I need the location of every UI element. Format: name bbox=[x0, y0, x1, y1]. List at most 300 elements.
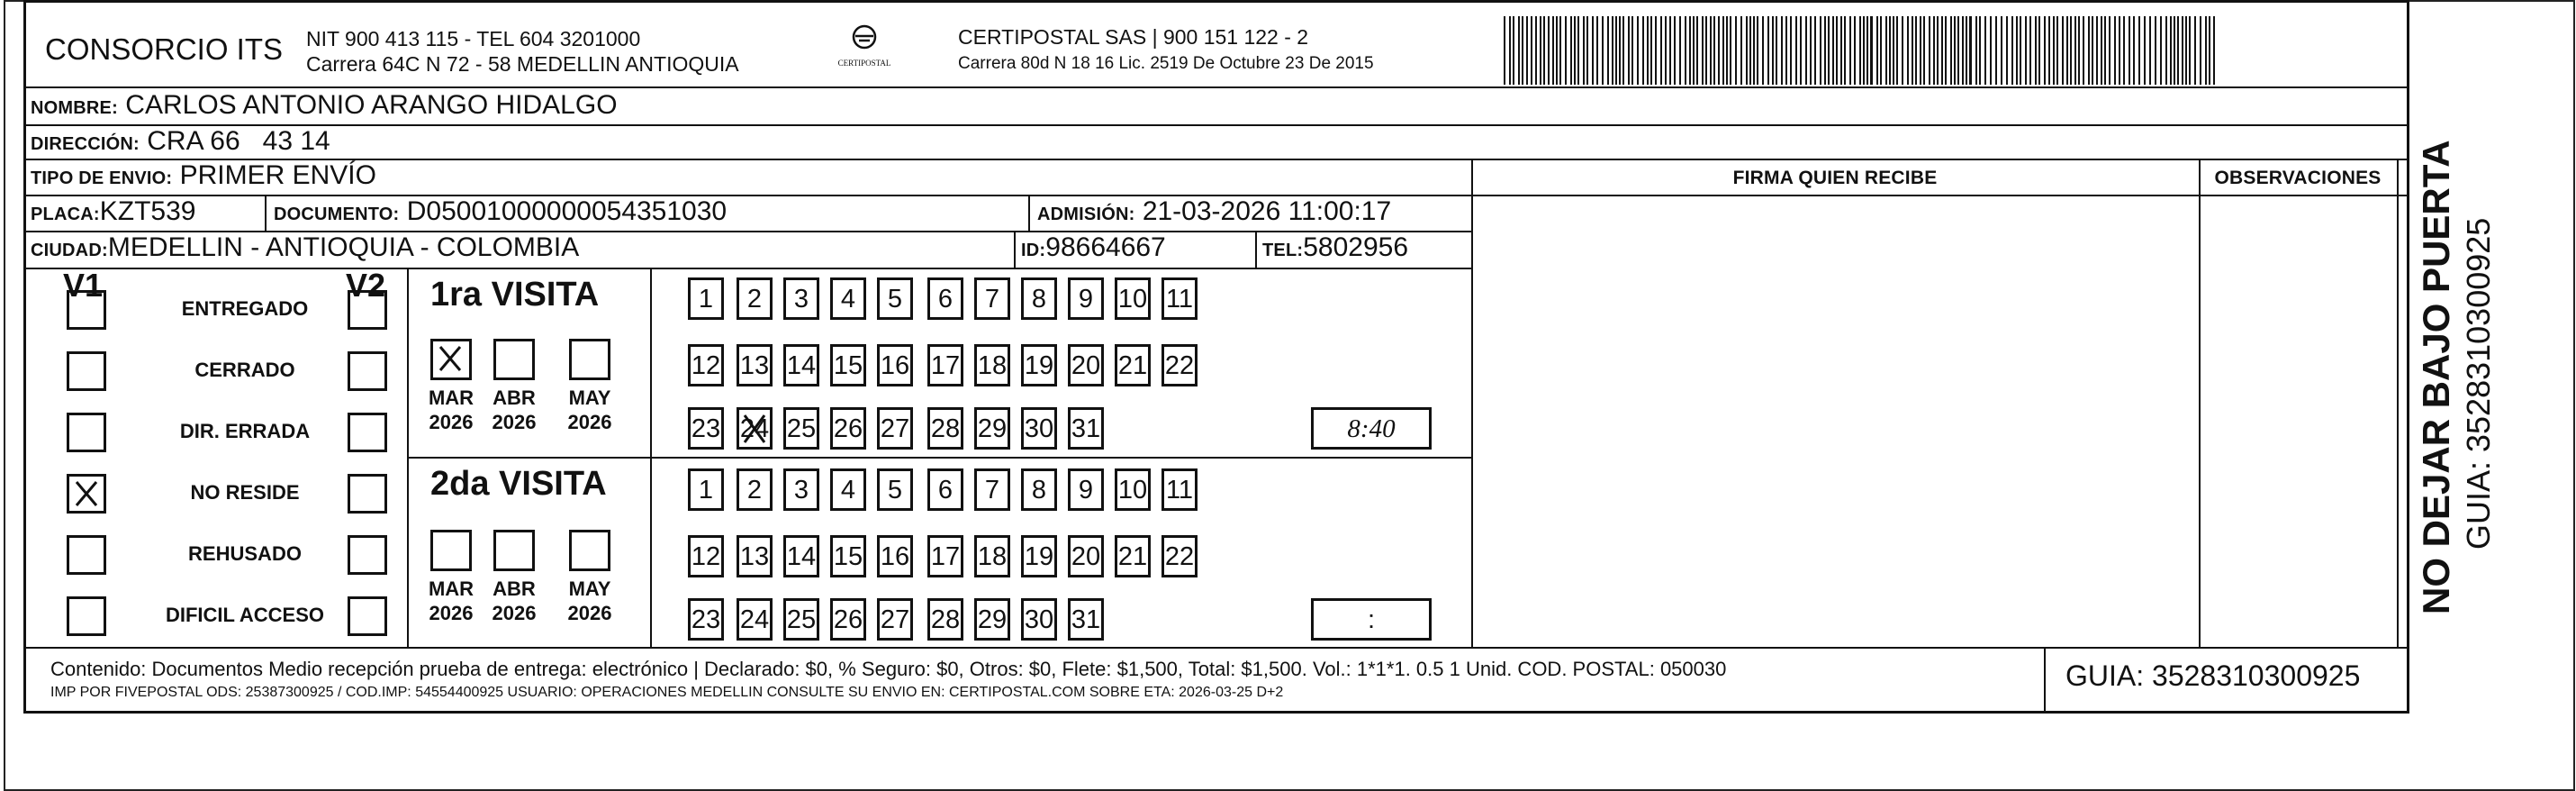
day-box[interactable]: 28 bbox=[927, 598, 963, 641]
day-box[interactable]: 13 bbox=[737, 535, 773, 577]
barcode-bar bbox=[1509, 16, 1511, 85]
month-checkbox[interactable] bbox=[493, 339, 535, 380]
day-box[interactable]: 17 bbox=[927, 535, 963, 577]
rule bbox=[2044, 647, 2046, 714]
month-checkbox[interactable] bbox=[430, 530, 472, 571]
month-year: 2026 bbox=[492, 602, 537, 624]
barcode-bar bbox=[1880, 16, 1882, 85]
day-box[interactable]: 3 bbox=[783, 277, 819, 320]
day-box[interactable]: 14 bbox=[783, 344, 819, 386]
barcode-bar bbox=[1776, 16, 1777, 85]
barcode-bar bbox=[1876, 16, 1878, 85]
v1-checkbox[interactable] bbox=[67, 474, 106, 514]
month-name: ABR bbox=[493, 577, 536, 600]
barcode-bar bbox=[2129, 16, 2130, 85]
rule bbox=[1014, 231, 1016, 268]
barcode-bar bbox=[2044, 16, 2046, 85]
ciudad-row bbox=[31, 232, 579, 263]
month-checkbox[interactable] bbox=[569, 530, 610, 571]
barcode-bar bbox=[2062, 16, 2064, 85]
day-box[interactable]: 23 bbox=[688, 598, 724, 641]
placa-row bbox=[31, 196, 195, 227]
day-box[interactable]: 15 bbox=[830, 344, 866, 386]
barcode-bar bbox=[1655, 16, 1657, 85]
barcode-bar bbox=[2144, 16, 2146, 85]
barcode-bar bbox=[1619, 16, 1621, 85]
day-box[interactable]: 17 bbox=[927, 344, 963, 386]
tel-row bbox=[1262, 232, 1408, 263]
month-label bbox=[562, 577, 618, 625]
admision-row bbox=[1037, 196, 1391, 227]
logo-text: CERTIPOSTAL bbox=[837, 59, 891, 68]
day-box[interactable]: 2 bbox=[737, 277, 773, 320]
barcode-bar bbox=[1840, 16, 1842, 85]
barcode-bar bbox=[1966, 16, 1967, 85]
barcode-bar bbox=[1513, 16, 1514, 85]
day-box[interactable]: 29 bbox=[974, 407, 1010, 450]
barcode-bar bbox=[1726, 16, 1728, 85]
day-box[interactable]: 30 bbox=[1021, 407, 1057, 450]
barcode-bar bbox=[1781, 16, 1783, 85]
day-box[interactable]: 14 bbox=[783, 535, 819, 577]
barcode-bar bbox=[1674, 16, 1676, 85]
barcode-bar bbox=[1740, 16, 1742, 85]
day-box[interactable]: 19 bbox=[1021, 344, 1057, 386]
rule bbox=[1028, 195, 1030, 231]
v1-checkbox[interactable] bbox=[67, 535, 106, 575]
barcode-bar bbox=[1592, 16, 1594, 85]
barcode-bar bbox=[1735, 16, 1737, 85]
barcode-bar bbox=[1713, 16, 1715, 85]
barcode-bar bbox=[2016, 16, 2018, 85]
day-box[interactable]: 22 bbox=[1161, 535, 1198, 577]
rule bbox=[23, 86, 2409, 88]
day-box[interactable]: 11 bbox=[1161, 277, 1198, 320]
day-box[interactable]: 27 bbox=[877, 598, 913, 641]
barcode-bar bbox=[1540, 16, 1541, 85]
carrier-name: CERTIPOSTAL SAS | 900 151 122 - 2 bbox=[958, 25, 1309, 49]
barcode-bar bbox=[1920, 16, 1921, 85]
day-box[interactable]: 26 bbox=[830, 598, 866, 641]
rule bbox=[407, 268, 409, 647]
barcode-bar bbox=[1984, 16, 1986, 85]
barcode-bar bbox=[1863, 16, 1865, 85]
day-box[interactable]: 16 bbox=[877, 535, 913, 577]
v2-checkbox[interactable] bbox=[348, 351, 387, 391]
day-box[interactable]: 31 bbox=[1068, 598, 1104, 641]
barcode-bar bbox=[2109, 16, 2111, 85]
barcode-bar bbox=[2011, 16, 2013, 85]
barcode-bar bbox=[1824, 16, 1826, 85]
barcode-bar bbox=[2001, 16, 2002, 85]
barcode-bar bbox=[1583, 16, 1585, 85]
barcode-bar bbox=[1937, 16, 1939, 85]
v2-checkbox[interactable] bbox=[348, 290, 387, 330]
month-name: MAY bbox=[568, 577, 611, 600]
rule bbox=[23, 268, 1473, 269]
barcode-bar bbox=[1552, 16, 1554, 85]
barcode-bar bbox=[2035, 16, 2037, 85]
barcode-bar bbox=[2078, 16, 2080, 85]
barcode-bar bbox=[1679, 16, 1681, 85]
barcode-bar bbox=[1957, 16, 1959, 85]
tipo-value: PRIMER ENVÍO bbox=[179, 160, 376, 190]
barcode-bar bbox=[1795, 16, 1797, 85]
day-box[interactable]: 5 bbox=[877, 468, 913, 511]
tel-label: TEL: bbox=[1262, 241, 1304, 260]
barcode-bar bbox=[1612, 16, 1613, 85]
day-box[interactable]: 23 bbox=[688, 407, 724, 450]
tel-value: 5802956 bbox=[1303, 232, 1409, 262]
barcode-bar bbox=[1642, 16, 1644, 85]
barcode-bar bbox=[1730, 16, 1731, 85]
barcode-bar bbox=[1767, 16, 1769, 85]
day-box[interactable]: 6 bbox=[927, 277, 963, 320]
status-label: CERRADO bbox=[194, 359, 295, 381]
observaciones-header: OBSERVACIONES bbox=[2214, 168, 2382, 188]
v2-checkbox[interactable] bbox=[348, 413, 387, 452]
barcode-bar bbox=[1785, 16, 1787, 85]
barcode-bar bbox=[1565, 16, 1567, 85]
barcode-bar bbox=[1810, 16, 1812, 85]
id-value: 98664667 bbox=[1045, 232, 1166, 262]
barcode-bar bbox=[2185, 16, 2187, 85]
v2-checkbox[interactable] bbox=[348, 535, 387, 575]
barcode-bar bbox=[1607, 16, 1609, 85]
barcode-bar bbox=[2155, 16, 2156, 85]
day-box[interactable]: 8 bbox=[1021, 277, 1057, 320]
barcode-bar bbox=[1945, 16, 1947, 85]
visit2-title: 2da VISITA bbox=[430, 465, 607, 503]
barcode-bar bbox=[1800, 16, 1802, 85]
barcode-bar bbox=[2101, 16, 2102, 85]
barcode-bar bbox=[1757, 16, 1758, 85]
barcode-bar bbox=[1526, 16, 1528, 85]
side-warning: NO DEJAR BAJO PUERTA bbox=[2415, 140, 2457, 614]
barcode-bar bbox=[1912, 16, 1913, 85]
month-year: 2026 bbox=[567, 411, 612, 433]
day-box[interactable]: 1 bbox=[688, 468, 724, 511]
barcode-bar bbox=[2104, 16, 2106, 85]
barcode-bar bbox=[2160, 16, 2162, 85]
barcode-bar bbox=[1531, 16, 1532, 85]
barcode-bar bbox=[1705, 16, 1707, 85]
day-box[interactable]: 7 bbox=[974, 468, 1010, 511]
day-box[interactable]: 20 bbox=[1068, 344, 1104, 386]
month-checkbox[interactable] bbox=[493, 530, 535, 571]
month-year: 2026 bbox=[429, 411, 474, 433]
barcode-bar bbox=[1522, 16, 1523, 85]
rule bbox=[265, 195, 267, 231]
month-name: MAR bbox=[428, 577, 475, 600]
barcode-bar bbox=[2165, 16, 2167, 85]
company-address: Carrera 64C N 72 - 58 MEDELLIN ANTIOQUIA bbox=[306, 52, 739, 76]
month-checkbox[interactable] bbox=[569, 339, 610, 380]
barcode-bar bbox=[1969, 16, 1972, 85]
id-label: ID: bbox=[1021, 241, 1046, 260]
v1-checkbox[interactable] bbox=[67, 596, 106, 636]
barcode-bar bbox=[1602, 16, 1604, 85]
day-box[interactable]: 9 bbox=[1068, 277, 1104, 320]
placa-value: KZT539 bbox=[99, 196, 196, 226]
barcode-bar bbox=[1518, 16, 1520, 85]
barcode-bar bbox=[2070, 16, 2072, 85]
v2-checkbox[interactable] bbox=[348, 474, 387, 514]
barcode-bar bbox=[1975, 16, 1977, 85]
direccion-value: CRA 66 43 14 bbox=[147, 126, 330, 156]
tipo-label: TIPO DE ENVIO: bbox=[31, 168, 173, 188]
day-box[interactable]: 19 bbox=[1021, 535, 1057, 577]
barcode-bar bbox=[1556, 16, 1558, 85]
barcode-bar bbox=[2056, 16, 2058, 85]
day-box[interactable]: 27 bbox=[877, 407, 913, 450]
barcode-bar bbox=[1885, 16, 1887, 85]
barcode-bar bbox=[2048, 16, 2050, 85]
day-box[interactable]: 7 bbox=[974, 277, 1010, 320]
barcode-bar bbox=[1915, 16, 1917, 85]
month-label bbox=[562, 386, 618, 434]
tipo-row bbox=[31, 160, 376, 191]
id-row bbox=[1021, 232, 1166, 263]
rule bbox=[23, 647, 2409, 649]
day-box[interactable]: 2 bbox=[737, 468, 773, 511]
day-box[interactable]: 26 bbox=[830, 407, 866, 450]
footer-guia: GUIA: 3528310300925 bbox=[2065, 659, 2361, 692]
v2-checkbox[interactable] bbox=[348, 596, 387, 636]
status-label: REHUSADO bbox=[188, 542, 302, 565]
observaciones-area[interactable] bbox=[2201, 196, 2395, 645]
status-label: DIFICIL ACCESO bbox=[165, 604, 324, 626]
day-box[interactable]: 6 bbox=[927, 468, 963, 511]
barcode-bar bbox=[1586, 16, 1588, 85]
barcode-bar bbox=[1844, 16, 1846, 85]
barcode-bar bbox=[2209, 16, 2210, 85]
barcode-bar bbox=[1772, 16, 1774, 85]
barcode-bar bbox=[1790, 16, 1792, 85]
documento-label: DOCUMENTO: bbox=[274, 205, 400, 224]
day-box[interactable]: 9 bbox=[1068, 468, 1104, 511]
barcode-bar bbox=[1647, 16, 1649, 85]
barcode-bar bbox=[1866, 16, 1868, 85]
barcode-bar bbox=[1685, 16, 1686, 85]
barcode-bar bbox=[1762, 16, 1764, 85]
month-checkbox[interactable] bbox=[430, 339, 472, 380]
barcode-bar bbox=[1990, 16, 1992, 85]
barcode-bar bbox=[1722, 16, 1724, 85]
barcode-bar bbox=[1896, 16, 1898, 85]
barcode-bar bbox=[1710, 16, 1712, 85]
v1-checkbox[interactable] bbox=[67, 290, 106, 330]
day-box[interactable]: 29 bbox=[974, 598, 1010, 641]
v1-checkbox[interactable] bbox=[67, 351, 106, 391]
day-box[interactable]: 10 bbox=[1115, 468, 1151, 511]
month-label bbox=[486, 386, 542, 434]
rule bbox=[1255, 231, 1257, 268]
barcode-bar bbox=[1814, 16, 1816, 85]
barcode-bar bbox=[1650, 16, 1652, 85]
barcode-bar bbox=[2088, 16, 2090, 85]
firma-area[interactable] bbox=[1473, 196, 2197, 645]
barcode-bar bbox=[2189, 16, 2191, 85]
barcode-bar bbox=[1689, 16, 1691, 85]
month-name: ABR bbox=[493, 386, 536, 409]
barcode-bar bbox=[1637, 16, 1639, 85]
barcode-bar bbox=[2025, 16, 2027, 85]
day-box[interactable]: 12 bbox=[688, 344, 724, 386]
day-box[interactable]: 16 bbox=[877, 344, 913, 386]
day-box[interactable]: 22 bbox=[1161, 344, 1198, 386]
month-name: MAY bbox=[568, 386, 611, 409]
barcode-bar bbox=[1718, 16, 1720, 85]
month-name: MAR bbox=[428, 386, 475, 409]
month-label bbox=[423, 577, 479, 625]
barcode-bar bbox=[1995, 16, 1997, 85]
barcode-bar bbox=[2083, 16, 2084, 85]
barcode-bar bbox=[1504, 16, 1505, 85]
barcode-bar bbox=[1577, 16, 1579, 85]
barcode-bar bbox=[1702, 16, 1704, 85]
barcode-bar bbox=[1746, 16, 1748, 85]
day-box[interactable]: 15 bbox=[830, 535, 866, 577]
barcode-bar bbox=[2177, 16, 2179, 85]
admision-value: 21-03-2026 11:00:17 bbox=[1142, 196, 1392, 226]
day-box[interactable]: 21 bbox=[1115, 535, 1151, 577]
barcode-bar bbox=[1631, 16, 1633, 85]
v1-header: V1 bbox=[63, 267, 104, 304]
company-name: CONSORCIO ITS bbox=[45, 32, 284, 66]
firma-header: FIRMA QUIEN RECIBE bbox=[1732, 168, 1938, 188]
barcode-bar bbox=[1559, 16, 1561, 85]
day-box[interactable]: 18 bbox=[974, 535, 1010, 577]
barcode-bar bbox=[2119, 16, 2120, 85]
barcode-bar bbox=[2200, 16, 2201, 85]
day-box[interactable]: 24 bbox=[737, 598, 773, 641]
barcode-bar bbox=[1820, 16, 1821, 85]
barcode-bar bbox=[2133, 16, 2135, 85]
barcode-bar bbox=[1859, 16, 1861, 85]
barcode-bar bbox=[1696, 16, 1698, 85]
day-box[interactable]: 28 bbox=[927, 407, 963, 450]
barcode-bar bbox=[1907, 16, 1909, 85]
time-box[interactable]: : bbox=[1311, 598, 1432, 641]
barcode-bar bbox=[1979, 16, 1981, 85]
barcode-bar bbox=[1749, 16, 1751, 85]
barcode-bar bbox=[1929, 16, 1930, 85]
rule bbox=[23, 124, 2409, 126]
barcode-bar bbox=[2114, 16, 2116, 85]
month-year: 2026 bbox=[492, 411, 537, 433]
day-box[interactable]: 4 bbox=[830, 277, 866, 320]
status-label: DIR. ERRADA bbox=[179, 420, 311, 442]
ciudad-value: MEDELLIN - ANTIOQUIA - COLOMBIA bbox=[107, 232, 580, 262]
barcode-bar bbox=[1893, 16, 1894, 85]
v2-header: V2 bbox=[346, 267, 386, 304]
barcode-bar bbox=[1596, 16, 1598, 85]
day-box[interactable]: 18 bbox=[974, 344, 1010, 386]
ciudad-label: CIUDAD: bbox=[31, 241, 108, 260]
day-box[interactable]: 24 bbox=[737, 407, 773, 450]
carrier-address: Carrera 80d N 18 16 Lic. 2519 De Octubre 23 De 2015 bbox=[958, 54, 1374, 73]
barcode-bar bbox=[1548, 16, 1550, 85]
day-box[interactable]: 11 bbox=[1161, 468, 1198, 511]
barcode-bar bbox=[1870, 16, 1873, 85]
placa-label: PLACA: bbox=[31, 205, 100, 224]
rule bbox=[407, 457, 1473, 459]
v1-checkbox[interactable] bbox=[67, 413, 106, 452]
day-box[interactable]: 4 bbox=[830, 468, 866, 511]
barcode-bar bbox=[2029, 16, 2031, 85]
time-box[interactable]: 8:40 bbox=[1311, 407, 1432, 450]
nombre-value: CARLOS ANTONIO ARANGO HIDALGO bbox=[125, 90, 618, 120]
status-label: NO RESIDE bbox=[190, 481, 300, 504]
month-year: 2026 bbox=[429, 602, 474, 624]
day-box[interactable]: 21 bbox=[1115, 344, 1151, 386]
day-box[interactable]: 20 bbox=[1068, 535, 1104, 577]
day-box[interactable]: 5 bbox=[877, 277, 913, 320]
barcode-bar bbox=[1543, 16, 1545, 85]
barcode-bar bbox=[2123, 16, 2125, 85]
barcode-bar bbox=[2020, 16, 2021, 85]
company-nit: NIT 900 413 115 - TEL 604 3201000 bbox=[306, 27, 641, 50]
contenido-text: Contenido: Documentos Medio recepción prueba de entrega: electrónico | Declarado: $0, % Seguro: $0, Otros: $0, Flete: $1,500, Total: $1,500. Vol.: 1*1*1. 0.5 1 Unid. COD. POSTAL: 050030 bbox=[50, 658, 1727, 680]
barcode-bar bbox=[2213, 16, 2215, 85]
nombre-row bbox=[31, 90, 618, 121]
barcode-bar bbox=[1615, 16, 1617, 85]
barcode-bar bbox=[2174, 16, 2175, 85]
direccion-label: DIRECCIÓN: bbox=[31, 134, 140, 154]
documento-row bbox=[274, 196, 727, 227]
admision-label: ADMISIÓN: bbox=[1037, 205, 1135, 224]
day-box[interactable]: 13 bbox=[737, 344, 773, 386]
day-box[interactable]: 8 bbox=[1021, 468, 1057, 511]
barcode-bar bbox=[1933, 16, 1935, 85]
barcode-bar bbox=[1628, 16, 1630, 85]
barcode-bar bbox=[1669, 16, 1671, 85]
day-box[interactable]: 1 bbox=[688, 277, 724, 320]
barcode-bar bbox=[1570, 16, 1572, 85]
barcode-bar bbox=[2138, 16, 2140, 85]
barcode-bar bbox=[1832, 16, 1834, 85]
day-box[interactable]: 30 bbox=[1021, 598, 1057, 641]
documento-value: D05001000000054351030 bbox=[406, 196, 728, 226]
certipostal-logo bbox=[837, 23, 891, 68]
direccion-row bbox=[31, 126, 330, 157]
barcode-bar bbox=[2038, 16, 2040, 85]
rule bbox=[650, 268, 652, 647]
day-box[interactable]: 25 bbox=[783, 598, 819, 641]
day-box[interactable]: 10 bbox=[1115, 277, 1151, 320]
barcode-bar bbox=[1849, 16, 1851, 85]
barcode-bar bbox=[1805, 16, 1807, 85]
day-box[interactable]: 25 bbox=[783, 407, 819, 450]
barcode-bar bbox=[1923, 16, 1925, 85]
barcode-bar bbox=[2074, 16, 2076, 85]
barcode-bar bbox=[1828, 16, 1830, 85]
barcode-bar bbox=[1660, 16, 1662, 85]
barcode-bar bbox=[2096, 16, 2098, 85]
barcode-bar bbox=[1950, 16, 1952, 85]
day-box[interactable]: 3 bbox=[783, 468, 819, 511]
month-label bbox=[486, 577, 542, 625]
day-box[interactable]: 12 bbox=[688, 535, 724, 577]
barcode-bar bbox=[1665, 16, 1667, 85]
barcode-bar bbox=[1954, 16, 1956, 85]
day-box[interactable]: 31 bbox=[1068, 407, 1104, 450]
status-label: ENTREGADO bbox=[181, 297, 309, 320]
barcode-bar bbox=[1693, 16, 1695, 85]
barcode-bar bbox=[1962, 16, 1964, 85]
x-mark-icon bbox=[433, 341, 467, 376]
